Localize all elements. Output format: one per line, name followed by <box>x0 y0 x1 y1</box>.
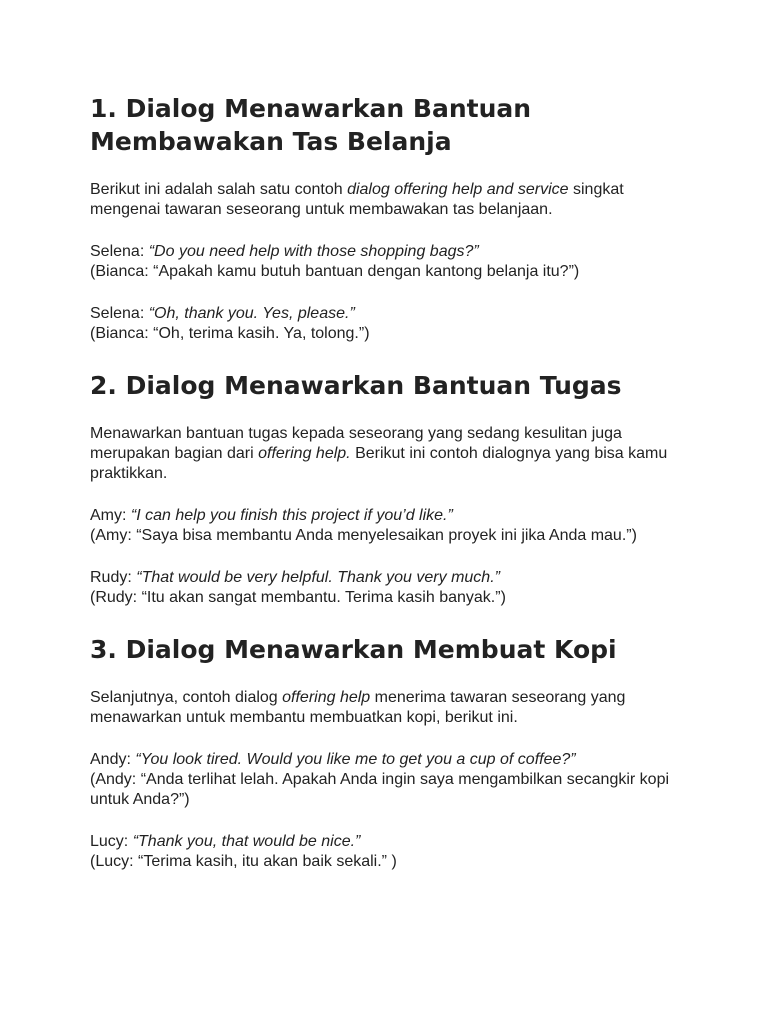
dialog-quote: “You look tired. Would you like me to get you a cup of coffee?” <box>135 751 576 768</box>
section-heading: 3. Dialog Menawarkan Membuat Kopi <box>90 635 617 664</box>
dialog-translation: (Andy: “Anda terlihat lelah. Apakah Anda ingin saya mengambilkan secangkir kopi untuk Anda?”) <box>90 771 670 808</box>
dialog-exchange <box>90 832 680 872</box>
dialog-translation: (Lucy: “Terima kasih, itu akan baik sekali.” ) <box>90 853 397 870</box>
speaker-name: Selena: <box>90 243 149 260</box>
dialog-line <box>90 242 680 262</box>
intro-emphasis: offering help. <box>258 445 351 462</box>
section-intro: Selanjutnya, contoh dialog offering help menerima tawaran seseorang yang menawarkan untuk membantu membuatkan kopi, berikut ini. <box>90 689 626 726</box>
dialog-line <box>90 750 680 770</box>
dialog-quote: “That would be very helpful. Thank you very much.” <box>136 569 500 586</box>
dialog-exchange <box>90 506 680 546</box>
section-1 <box>90 92 680 344</box>
section-3 <box>90 633 680 872</box>
dialog-quote: “Thank you, that would be nice.” <box>132 833 361 850</box>
section-heading: 1. Dialog Menawarkan Bantuan Membawakan Tas Belanja <box>90 94 532 156</box>
section-2 <box>90 369 680 608</box>
dialog-translation: (Bianca: “Oh, terima kasih. Ya, tolong.”) <box>90 325 370 342</box>
dialog-exchange <box>90 304 680 344</box>
intro-emphasis: offering help <box>282 689 371 706</box>
dialog-line <box>90 832 680 852</box>
dialog-line <box>90 304 680 324</box>
dialog-line <box>90 568 680 588</box>
dialog-quote: “Oh, thank you. Yes, please.” <box>148 305 355 322</box>
speaker-name: Lucy: <box>90 833 133 850</box>
speaker-name: Rudy: <box>90 569 137 586</box>
dialog-translation: (Bianca: “Apakah kamu butuh bantuan dengan kantong belanja itu?”) <box>90 263 580 280</box>
section-intro: Menawarkan bantuan tugas kepada seseorang yang sedang kesulitan juga merupakan bagian dari offering help. Berikut ini contoh dialognya yang bisa kamu praktikkan. <box>90 425 668 482</box>
dialog-exchange <box>90 242 680 282</box>
dialog-quote: “Do you need help with those shopping bags?” <box>148 243 479 260</box>
dialog-exchange <box>90 568 680 608</box>
dialog-exchange <box>90 750 680 810</box>
article-content <box>90 92 680 872</box>
speaker-name: Selena: <box>90 305 149 322</box>
section-heading: 2. Dialog Menawarkan Bantuan Tugas <box>90 371 622 400</box>
speaker-name: Amy: <box>90 507 131 524</box>
dialog-line <box>90 506 680 526</box>
speaker-name: Andy: <box>90 751 136 768</box>
dialog-translation: (Rudy: “Itu akan sangat membantu. Terima kasih banyak.”) <box>90 589 506 606</box>
intro-emphasis: dialog offering help and service <box>347 181 569 198</box>
dialog-translation: (Amy: “Saya bisa membantu Anda menyelesaikan proyek ini jika Anda mau.”) <box>90 527 637 544</box>
section-intro: Berikut ini adalah salah satu contoh dialog offering help and service singkat mengenai tawaran seseorang untuk membawakan tas belanjaan. <box>90 181 624 218</box>
dialog-quote: “I can help you finish this project if you’d like.” <box>130 507 453 524</box>
